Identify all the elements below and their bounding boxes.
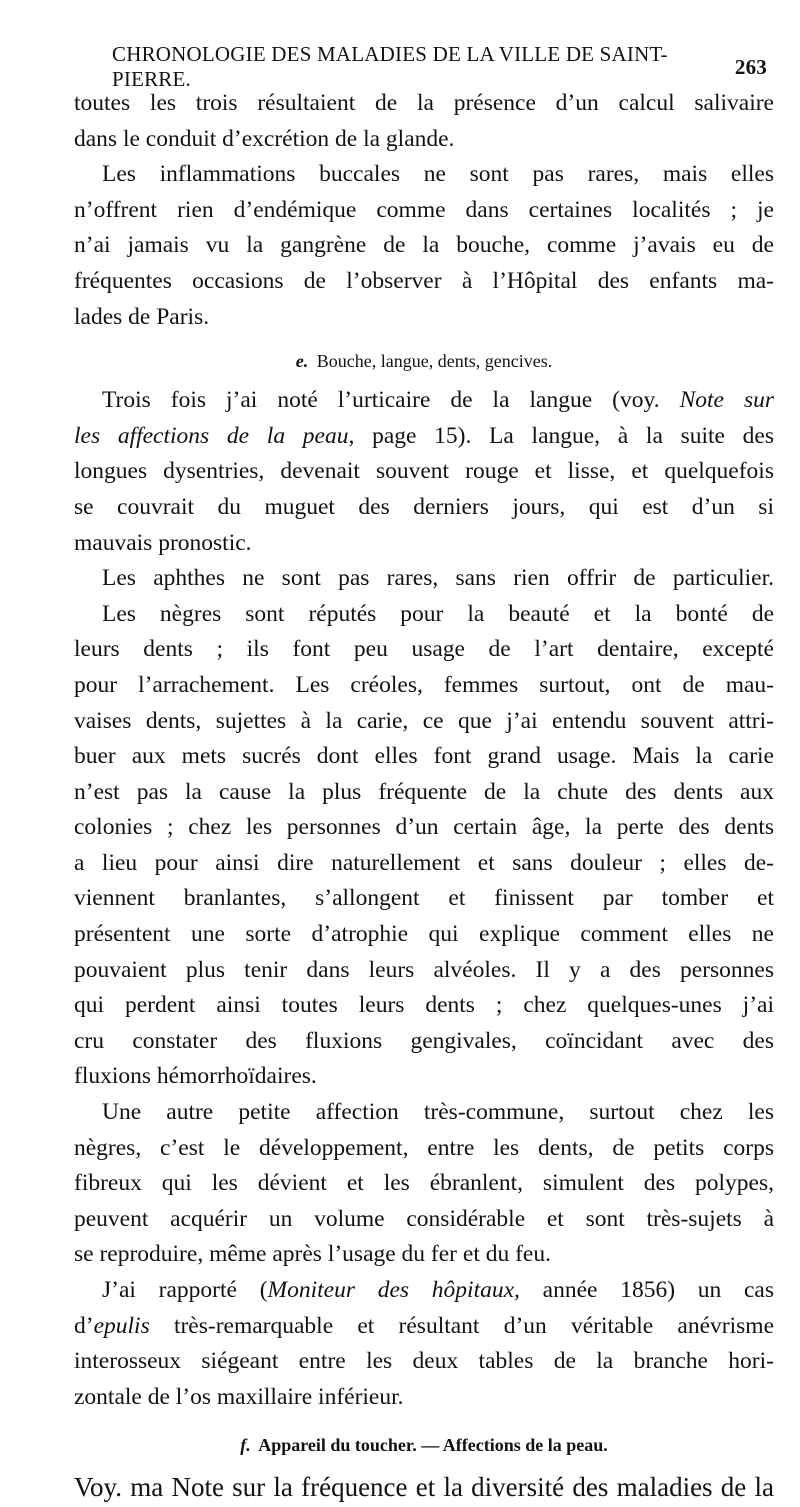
text-line: interosseux siégeant entre les deux tables de la branche hori- (74, 1348, 774, 1375)
text-line: leurs dents ; ils font peu usage de l’art dentaire, excepté (74, 636, 774, 663)
text-line: a lieu pour ainsi dire naturellement et sans douleur ; elles de- (74, 849, 774, 876)
text-line: se reproduire, même après l’usage du fer et du feu. (74, 1241, 551, 1268)
text-line: fréquentes occasions de l’observer à l’Hôpital des enfants ma- (74, 267, 774, 294)
text-line: zontale de l’os maxillaire inférieur. (74, 1383, 404, 1410)
text-line: dans le conduit d’excrétion de la glande. (74, 125, 455, 152)
text-line: Voy. ma Note sur la fréquence et la diversité des maladies de la (74, 1472, 774, 1503)
text-line: buer aux mets sucrés dont elles font grand usage. Mais la carie (74, 743, 774, 770)
subheading-text: Appareil du toucher. — Affections de la peau. (258, 1435, 608, 1456)
text-line: qui perdent ainsi toutes leurs dents ; chez quelques-unes j’ai (74, 992, 774, 1019)
italic-reference: les affections de la peau, (74, 422, 355, 449)
text-line: colonies ; chez les personnes d’un certain âge, la perte des dents (74, 814, 774, 841)
subheading-letter: e. (295, 351, 309, 372)
text-line: se couvrait du muguet des derniers jours, qui est d’un si (74, 493, 774, 520)
text-line: pouvaient plus tenir dans leurs alvéoles. Il y a des personnes (74, 956, 774, 983)
text-segment: J’ai rapporté ( (102, 1277, 268, 1303)
text-line: Une autre petite affection très-commune, surtout chez les (102, 1099, 774, 1126)
text-line: présentent une sorte d’atrophie qui explique comment elles ne (74, 921, 774, 948)
text-segment: d’ (74, 1312, 94, 1339)
text-line: toutes les trois résultaient de la présence d’un calcul salivaire (74, 90, 774, 116)
text-line: mauvais pronostic. (74, 529, 252, 556)
text-line: vaises dents, sujettes à la carie, ce que j’ai entendu souvent attri- (74, 707, 774, 734)
italic-reference: Moniteur des hôpitaux, (267, 1277, 520, 1303)
text-segment: très-remarquable et résultant d’un véritable anévrisme (149, 1312, 774, 1339)
page-body (74, 86, 774, 1507)
text-line: peuvent acquérir un volume considérable et sont très-sujets à (74, 1205, 774, 1232)
text-line (74, 1309, 774, 1345)
subheading-letter: f. (240, 1435, 251, 1456)
text-line: fibreux qui les dévient et les ébranlent, simulent des polypes, (74, 1170, 774, 1197)
page-header (112, 42, 767, 91)
text-line: fluxions hémorrhoïdaires. (74, 1063, 317, 1090)
text-segment: Trois fois j’ai noté l’urticaire de la langue (voy. (102, 387, 660, 414)
text-line: viennent branlantes, s’allongent et finissent par tomber et (74, 885, 774, 912)
text-line: Les inflammations buccales ne sont pas rares, mais elles (102, 161, 774, 188)
text-line: longues dysentries, devenait souvent rouge et lisse, et quelquefois (74, 458, 774, 485)
text-line (74, 1273, 774, 1309)
text-line: n’est pas la cause la plus fréquente de la chute des dents aux (74, 778, 774, 805)
running-title: CHRONOLOGIE DES MALADIES DE LA VILLE DE SAINT-PIERRE. (112, 42, 668, 91)
section-subheading (74, 1423, 774, 1467)
text-line: n’ai jamais vu la gangrène de la bouche, comme j’avais eu de (74, 232, 774, 259)
text-line: lades de Paris. (74, 303, 210, 330)
page-number: 263 (734, 54, 767, 79)
text-line: nègres, c’est le développement, entre les dents, de petits corps (74, 1134, 774, 1161)
italic-term: epulis (93, 1312, 150, 1339)
italic-reference: Note sur (679, 387, 774, 414)
text-line: Les nègres sont réputés pour la beauté et la bonté de (102, 600, 774, 627)
text-segment: page 15). La langue, à la suite des (372, 422, 774, 449)
text-line: cru constater des fluxions gengivales, coïncidant avec des (74, 1027, 774, 1054)
text-line: pour l’arrachement. Les créoles, femmes surtout, ont de mau- (74, 671, 774, 698)
text-line (74, 419, 774, 455)
text-line (74, 383, 774, 419)
text-segment: année 1856) un cas (519, 1277, 774, 1303)
section-subheading (74, 339, 774, 383)
text-line: n’offrent rien d’endémique comme dans certaines localités ; je (74, 196, 774, 223)
text-line: Les aphthes ne sont pas rares, sans rien offrir de particulier. (102, 565, 774, 592)
subheading-text: Bouche, langue, dents, gencives. (316, 351, 553, 372)
